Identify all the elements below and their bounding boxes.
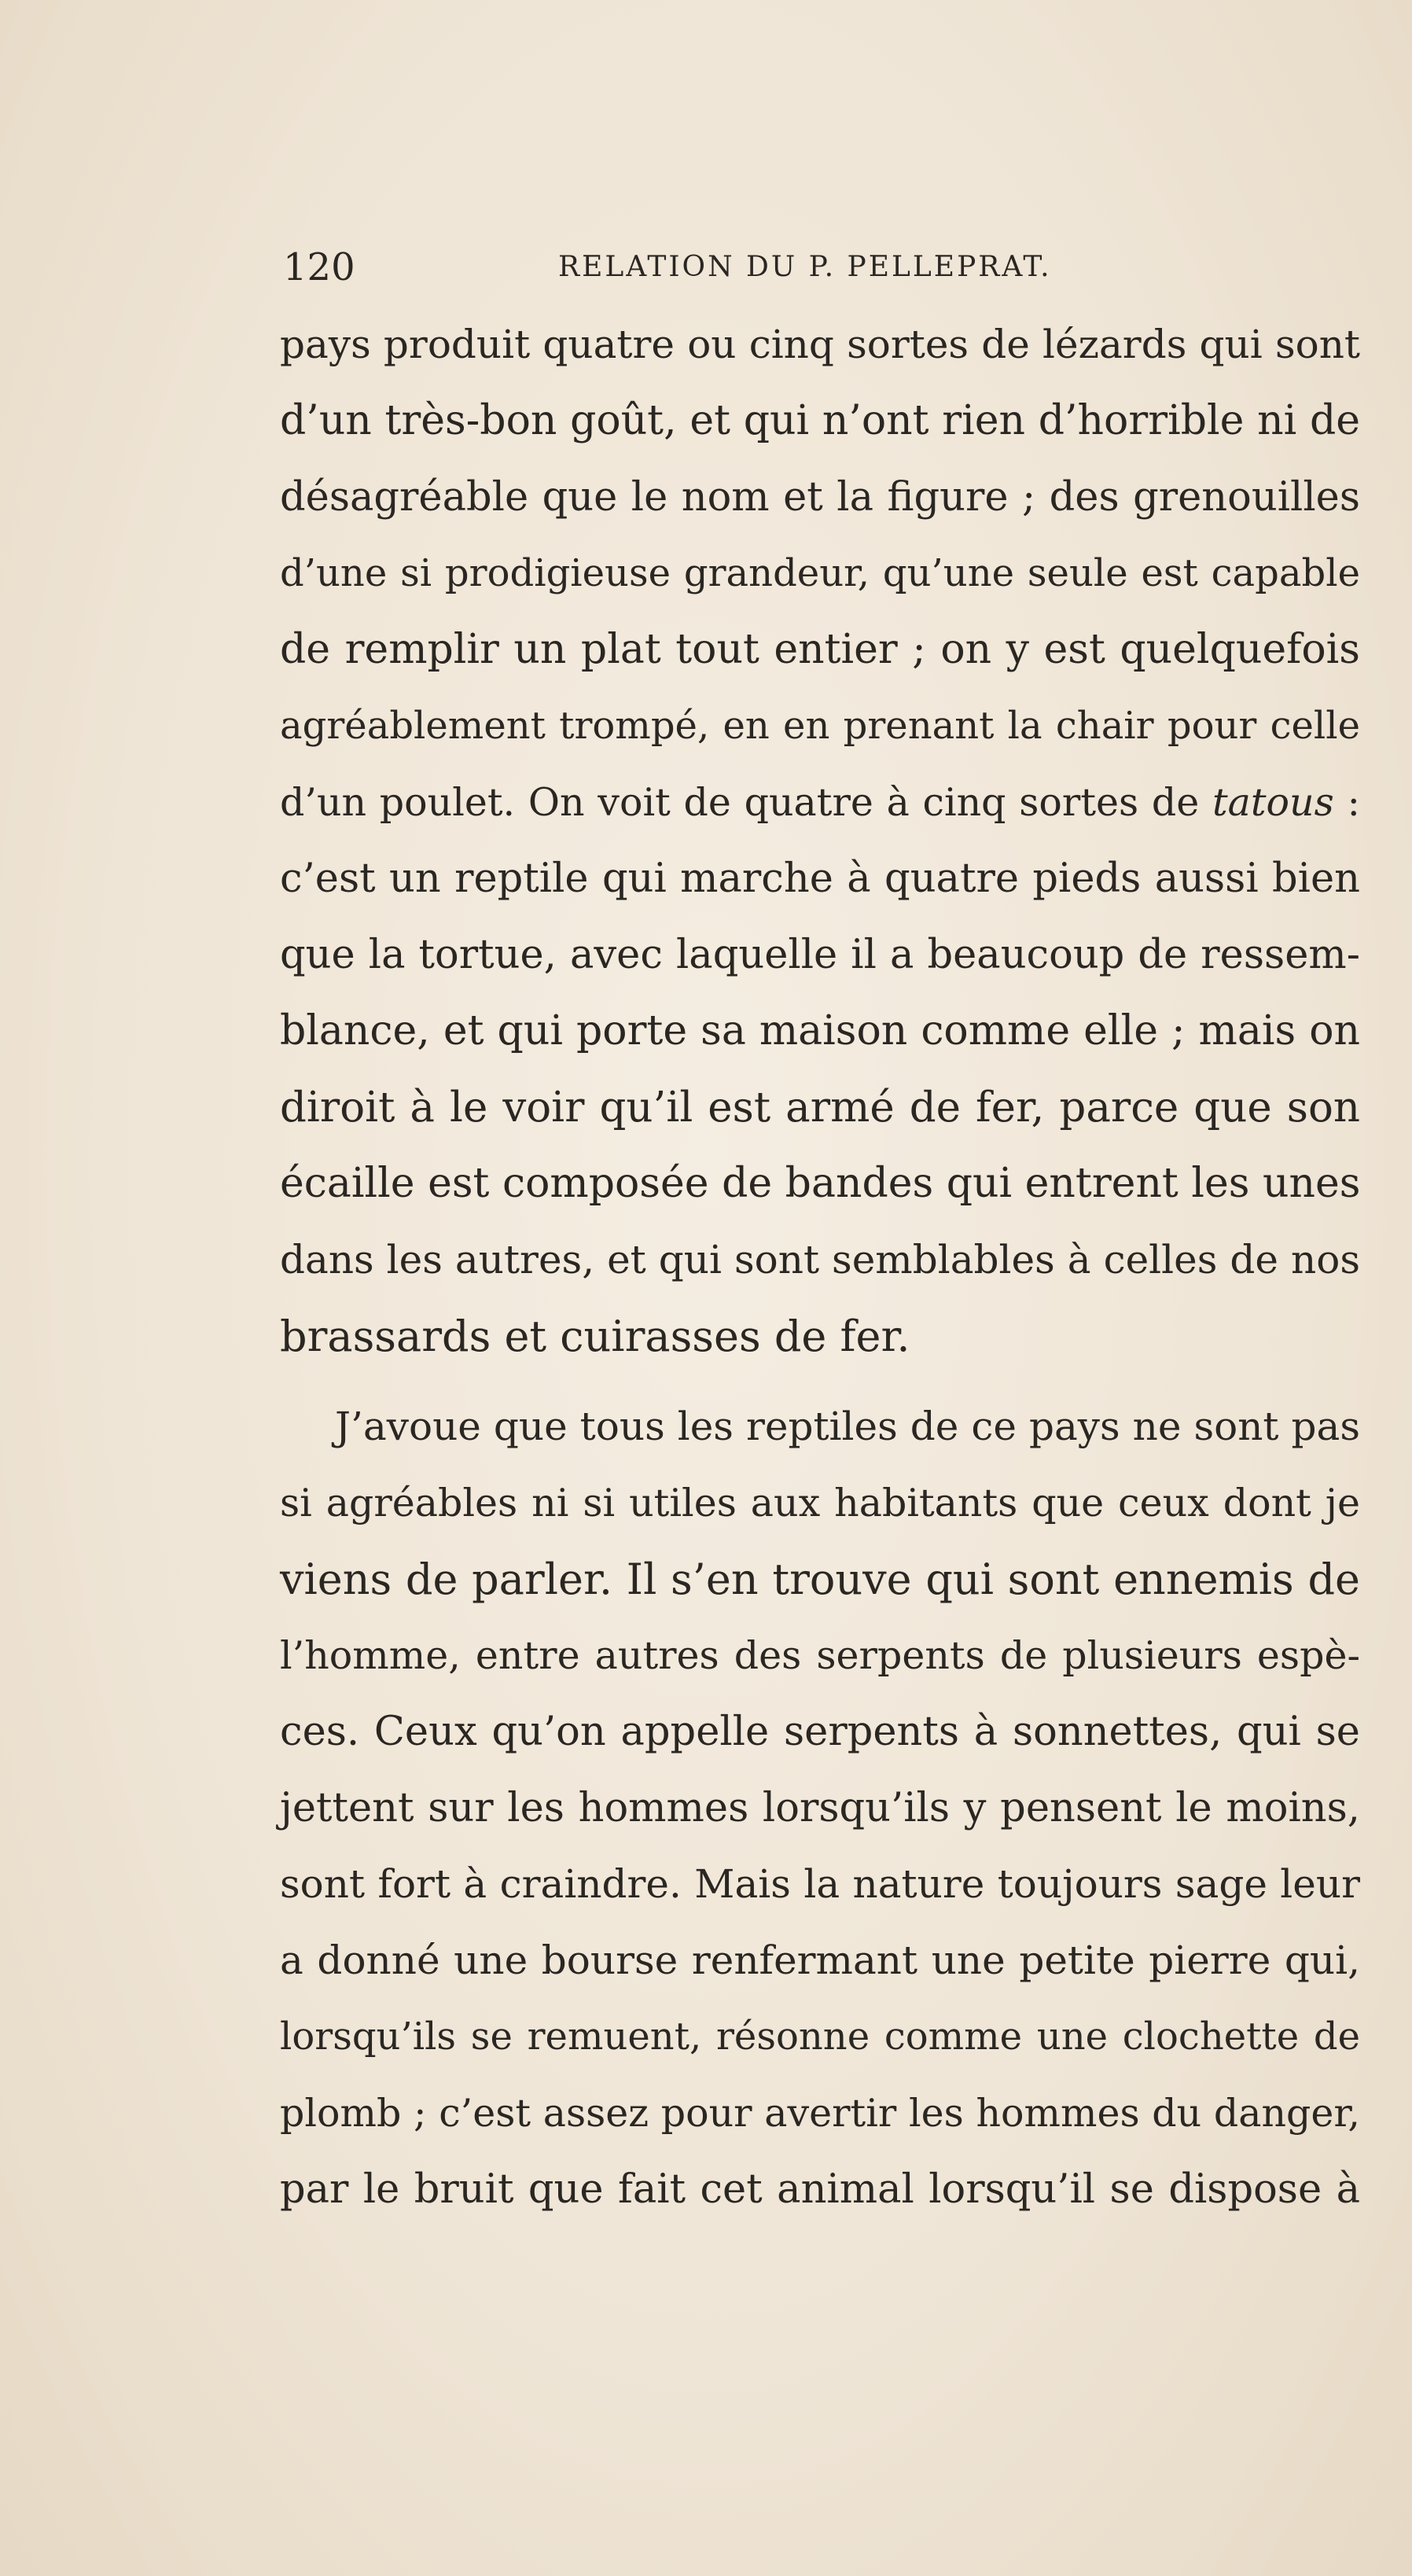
text-line: si agréables ni si utiles aux habitants que ceux dont je — [280, 1481, 1360, 1525]
text-line: que la tortue, avec laquelle il a beaucoup de ressem- — [280, 932, 1360, 978]
text-line: blance, et qui porte sa maison comme elle ; mais on — [280, 1007, 1360, 1054]
text-segment: : — [1333, 780, 1360, 825]
text-line: l’homme, entre autres des serpents de plusieurs espè- — [280, 1633, 1360, 1678]
page-number: 120 — [283, 245, 355, 289]
text-line: diroit à le voir qu’il est armé de fer, parce que son — [280, 1084, 1360, 1132]
text-line: de remplir un plat tout entier ; on y est quelquefois — [280, 626, 1360, 673]
text-line: plomb ; c’est assez pour avertir les hommes du danger, — [280, 2091, 1360, 2136]
text-line: J’avoue que tous les reptiles de ce pays ne sont pas — [335, 1404, 1360, 1449]
text-line: pays produit quatre ou cinq sortes de lézards qui sont — [280, 322, 1360, 367]
text-segment: d’un poulet. On voit de quatre à cinq sortes de — [280, 780, 1212, 825]
text-line: sont fort à craindre. Mais la nature toujours sage leur — [280, 1861, 1360, 1907]
text-line: désagréable que le nom et la figure ; des grenouilles — [280, 474, 1360, 521]
text-line: jettent sur les hommes lorsqu’ils y pensent le moins, — [280, 1785, 1360, 1831]
text-line: ces. Ceux qu’on appelle serpents à sonnettes, qui se — [280, 1709, 1360, 1755]
text-line: c’est un reptile qui marche à quatre pieds aussi bien — [280, 856, 1360, 902]
text-line — [280, 764, 1360, 841]
text-line: par le bruit que fait cet animal lorsqu’il se dispose à — [280, 2166, 1360, 2213]
italic-term: tatous — [1212, 780, 1334, 825]
text-line: brassards et cuirasses de fer. — [280, 1312, 910, 1361]
running-title: RELATION DU P. PELLEPRAT. — [558, 251, 1052, 283]
text-line: viens de parler. Il s’en trouve qui sont ennemis de — [280, 1555, 1360, 1604]
body-text — [280, 307, 1360, 2228]
text-line: dans les autres, et qui sont semblables à celles de nos — [280, 1237, 1360, 1282]
text-line: d’un très-bon goût, et qui n’ont rien d’horrible ni de — [280, 397, 1360, 444]
text-line: écaille est composée de bandes qui entrent les unes — [280, 1160, 1361, 1207]
running-head — [283, 236, 1352, 299]
text-line: agréablement trompé, en en prenant la chair pour celle — [280, 704, 1360, 748]
text-line: d’une si prodigieuse grandeur, qu’une seule est capable — [280, 551, 1360, 595]
text-line: lorsqu’ils se remuent, résonne comme une clochette de — [280, 2015, 1360, 2059]
text-line: a donné une bourse renfermant une petite pierre qui, — [280, 1938, 1360, 1983]
